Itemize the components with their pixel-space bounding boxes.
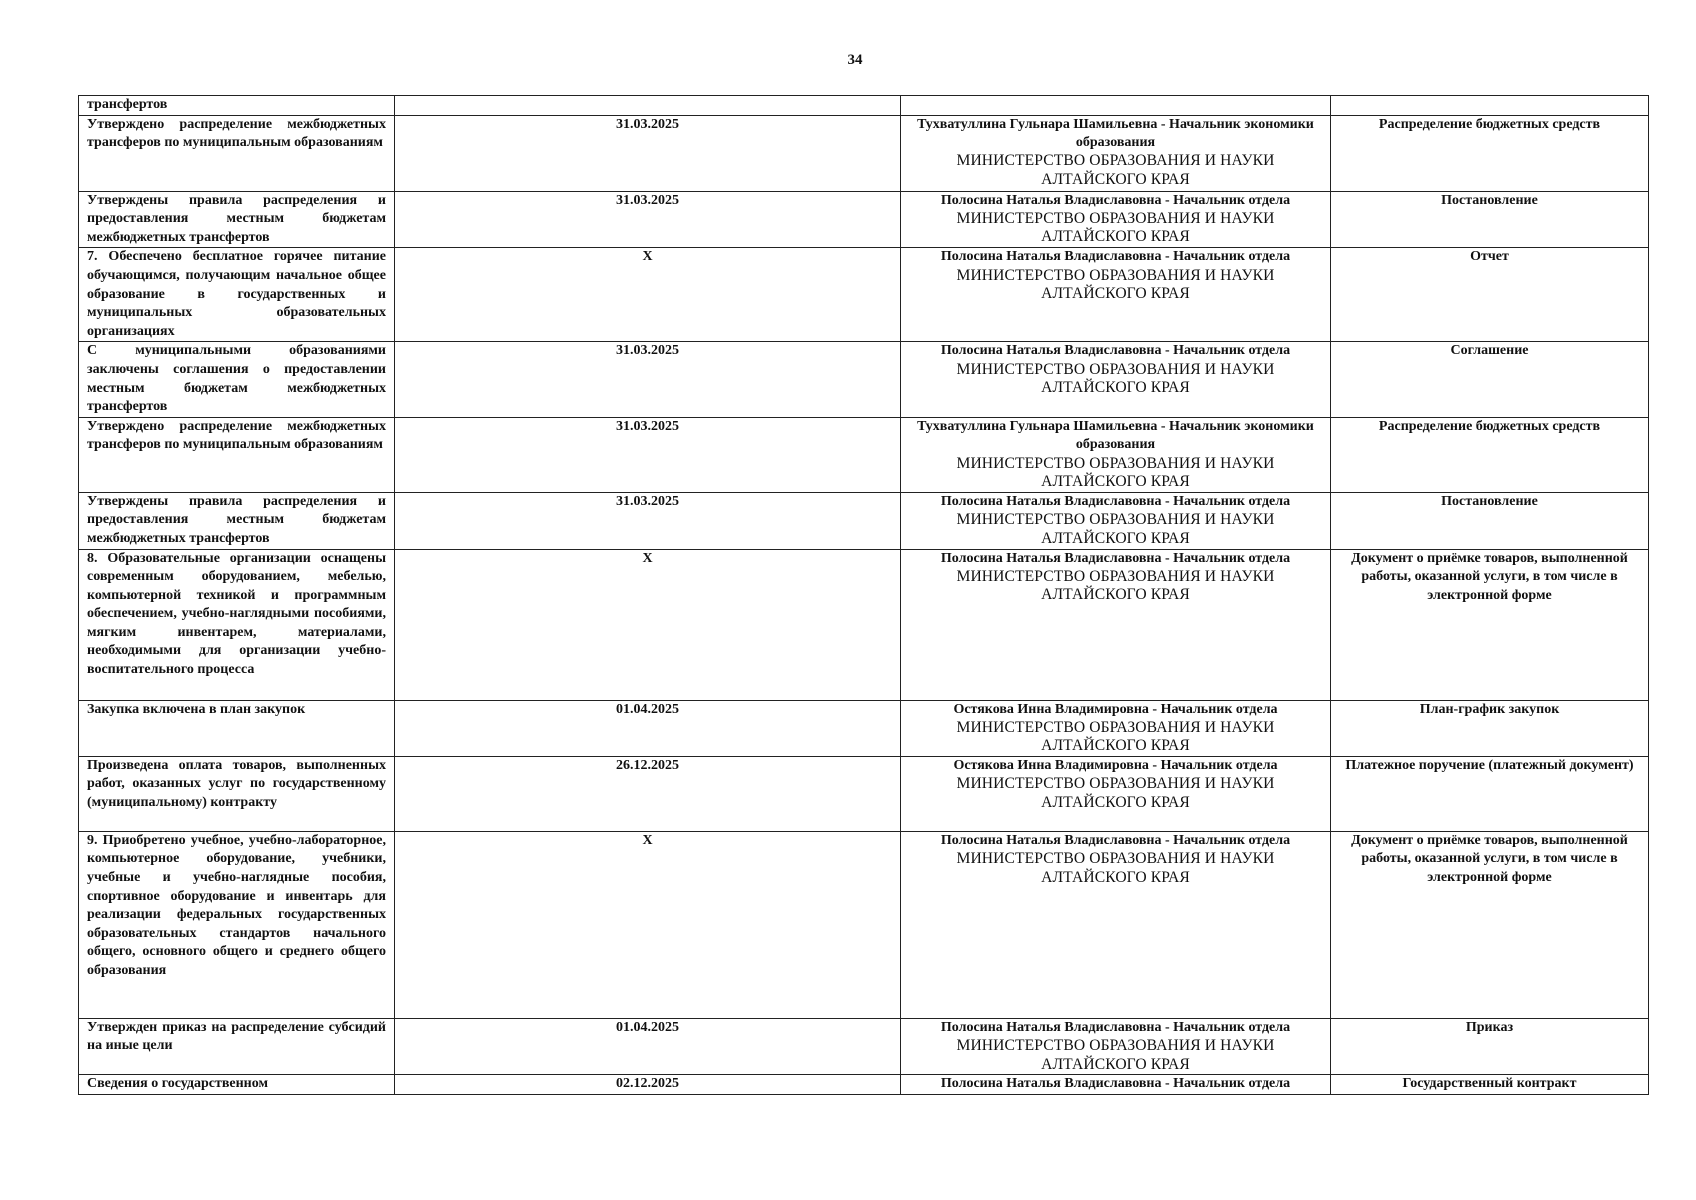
table-row [79, 115, 1649, 191]
cell-name: Закупка включена в план закупок [79, 700, 395, 756]
table-row [79, 549, 1649, 700]
cell-name: Утверждены правила распределения и предоставления местным бюджетам межбюджетных трансфертов [79, 492, 395, 549]
cell-date: X [395, 549, 901, 700]
plan-table [78, 95, 1649, 1095]
cell-name: Утвержден приказ на распределение субсидий на иные цели [79, 1018, 395, 1074]
cell-responsible [901, 115, 1331, 191]
cell-date: 31.03.2025 [395, 191, 901, 248]
cell-responsible [901, 96, 1331, 116]
responsible-org: МИНИСТЕРСТВО ОБРАЗОВАНИЯ И НАУКИ АЛТАЙСКОГО КРАЯ [956, 360, 1275, 397]
cell-date: 01.04.2025 [395, 700, 901, 756]
cell-date: 31.03.2025 [395, 115, 901, 191]
responsible-person: Полосина Наталья Владиславовна - Начальник отдела [940, 493, 1291, 509]
cell-date: X [395, 831, 901, 1018]
responsible-org: МИНИСТЕРСТВО ОБРАЗОВАНИЯ И НАУКИ АЛТАЙСКОГО КРАЯ [956, 567, 1275, 604]
cell-date: 01.04.2025 [395, 1018, 901, 1074]
cell-document: Документ о приёмке товаров, выполненной работы, оказанной услуги, в том числе в электронной форме [1331, 831, 1649, 1018]
cell-document: Документ о приёмке товаров, выполненной работы, оказанной услуги, в том числе в электронной форме [1331, 549, 1649, 700]
table-row [79, 756, 1649, 831]
cell-name: 9. Приобретено учебное, учебно-лабораторное, компьютерное оборудование, учебники, учебные и учебно-наглядные пособия, спортивное оборудование и инвентарь для реализации федеральных государственных образовательных стандартов начального общего, основного общего и среднего общего образования [79, 831, 395, 1018]
cell-document: Распределение бюджетных средств [1331, 417, 1649, 492]
table-row [79, 417, 1649, 492]
cell-responsible [901, 417, 1331, 492]
responsible-person: Полосина Наталья Владиславовна - Начальник отдела [940, 550, 1291, 566]
cell-document: Соглашение [1331, 342, 1649, 417]
cell-responsible [901, 1074, 1331, 1094]
responsible-person: Тухватуллина Гульнара Шамильевна - Начальник экономики образования [917, 418, 1314, 453]
responsible-person: Полосина Наталья Владиславовна - Начальник отдела [940, 832, 1291, 848]
responsible-org: МИНИСТЕРСТВО ОБРАЗОВАНИЯ И НАУКИ АЛТАЙСКОГО КРАЯ [956, 210, 1275, 246]
cell-date: 26.12.2025 [395, 756, 901, 831]
cell-responsible [901, 1018, 1331, 1074]
cell-name: Утверждено распределение межбюджетных трансферов по муниципальным образованиям [79, 115, 395, 191]
responsible-person: Полосина Наталья Владиславовна - Начальник отдела [940, 343, 1291, 359]
table-row [79, 492, 1649, 549]
responsible-org: МИНИСТЕРСТВО ОБРАЗОВАНИЯ И НАУКИ АЛТАЙСКОГО КРАЯ [956, 850, 1275, 886]
cell-name: 7. Обеспечено бесплатное горячее питание обучающимся, получающим начальное общее образование в государственных и муниципальных образовательных организациях [79, 248, 395, 342]
cell-responsible [901, 700, 1331, 756]
responsible-org: МИНИСТЕРСТВО ОБРАЗОВАНИЯ И НАУКИ АЛТАЙСКОГО КРАЯ [956, 454, 1275, 490]
cell-date: 31.03.2025 [395, 417, 901, 492]
table-row [79, 248, 1649, 342]
cell-name: Сведения о государственном [79, 1074, 395, 1094]
page-number: 34 [847, 52, 863, 68]
cell-name: 8. Образовательные организации оснащены современным оборудованием, мебелью, компьютерной техникой и программным обеспечением, учебно-наглядными пособиями, мягким инвентарем, материалами, необходимыми для организации учебно-воспитательного процесса [79, 549, 395, 700]
cell-date: 31.03.2025 [395, 342, 901, 417]
responsible-person: Остякова Инна Владимировна - Начальник отдела [953, 757, 1278, 773]
cell-document: Платежное поручение (платежный документ) [1331, 756, 1649, 831]
responsible-org: МИНИСТЕРСТВО ОБРАЗОВАНИЯ И НАУКИ АЛТАЙСКОГО КРАЯ [956, 1037, 1275, 1073]
cell-document [1331, 96, 1649, 116]
cell-responsible [901, 342, 1331, 417]
cell-document: Отчет [1331, 248, 1649, 342]
cell-responsible [901, 756, 1331, 831]
cell-responsible [901, 191, 1331, 248]
cell-date: 31.03.2025 [395, 492, 901, 549]
cell-document: Постановление [1331, 191, 1649, 248]
cell-name: Произведена оплата товаров, выполненных работ, оказанных услуг по государственному (муниципальному) контракту [79, 756, 395, 831]
plan-table-body [79, 96, 1649, 1095]
cell-document: Приказ [1331, 1018, 1649, 1074]
cell-date: 02.12.2025 [395, 1074, 901, 1094]
cell-document: Государственный контракт [1331, 1074, 1649, 1094]
cell-name: трансфертов [79, 96, 395, 116]
cell-document: Постановление [1331, 492, 1649, 549]
cell-date [395, 96, 901, 116]
table-row [79, 831, 1649, 1018]
table-row [79, 191, 1649, 248]
cell-name: Утверждено распределение межбюджетных трансферов по муниципальным образованиям [79, 417, 395, 492]
cell-responsible [901, 248, 1331, 342]
cell-responsible [901, 831, 1331, 1018]
responsible-person: Полосина Наталья Владиславовна - Начальник отдела [940, 1019, 1291, 1035]
table-row [79, 342, 1649, 417]
responsible-person: Полосина Наталья Владиславовна - Начальник отдела [940, 192, 1291, 208]
responsible-org: МИНИСТЕРСТВО ОБРАЗОВАНИЯ И НАУКИ АЛТАЙСКОГО КРАЯ [956, 775, 1275, 811]
responsible-person: Полосина Наталья Владиславовна - Начальник отдела [940, 1075, 1291, 1091]
cell-responsible [901, 492, 1331, 549]
responsible-org: МИНИСТЕРСТВО ОБРАЗОВАНИЯ И НАУКИ АЛТАЙСКОГО КРАЯ [956, 718, 1275, 755]
cell-document: Распределение бюджетных средств [1331, 115, 1649, 191]
responsible-person: Полосина Наталья Владиславовна - Начальник отдела [940, 249, 1291, 265]
table-row [79, 700, 1649, 756]
table-row [79, 96, 1649, 116]
cell-name: С муниципальными образованиями заключены соглашения о предоставлении местным бюджетам межбюджетных трансфертов [79, 342, 395, 417]
responsible-org: МИНИСТЕРСТВО ОБРАЗОВАНИЯ И НАУКИ АЛТАЙСКОГО КРАЯ [956, 511, 1275, 547]
table-row [79, 1074, 1649, 1094]
cell-date: X [395, 248, 901, 342]
responsible-org: МИНИСТЕРСТВО ОБРАЗОВАНИЯ И НАУКИ АЛТАЙСКОГО КРАЯ [956, 266, 1275, 303]
responsible-person: Остякова Инна Владимировна - Начальник отдела [953, 701, 1278, 717]
responsible-person: Тухватуллина Гульнара Шамильевна - Начальник экономики образования [917, 116, 1314, 150]
cell-responsible [901, 549, 1331, 700]
cell-document: План-график закупок [1331, 700, 1649, 756]
table-row [79, 1018, 1649, 1074]
cell-name: Утверждены правила распределения и предоставления местным бюджетам межбюджетных трансфертов [79, 191, 395, 248]
responsible-org: МИНИСТЕРСТВО ОБРАЗОВАНИЯ И НАУКИ АЛТАЙСКОГО КРАЯ [956, 152, 1275, 188]
